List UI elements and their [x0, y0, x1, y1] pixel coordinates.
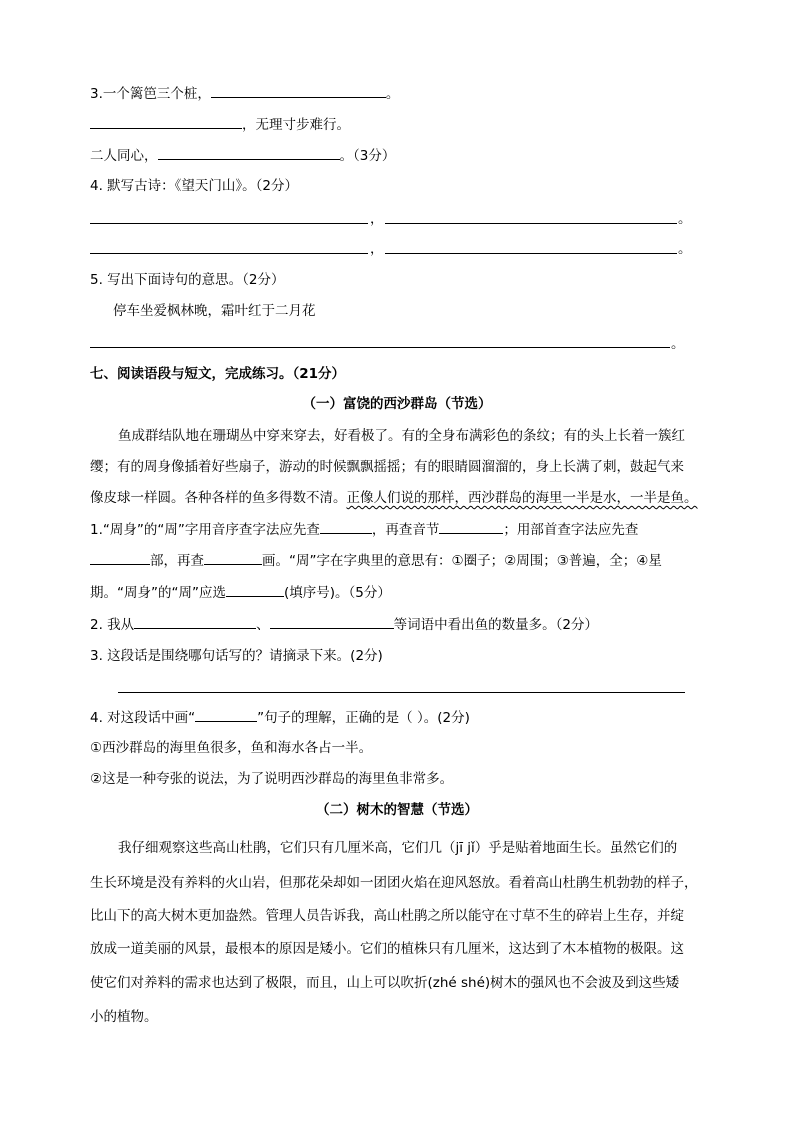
blank-p1-q1-4[interactable]	[204, 550, 262, 565]
blank-q3-1[interactable]	[211, 83, 386, 98]
p1-q1-text-b: ，再查音节	[371, 522, 440, 538]
p1-q4-text-a: 4. 对这段话中画“	[90, 710, 196, 726]
blank-q3-3[interactable]	[158, 145, 340, 160]
blank-p1-q1-5[interactable]	[226, 582, 284, 597]
blank-p1-q4[interactable]	[195, 707, 257, 722]
passage2-line6: 小的植物。	[90, 1009, 158, 1025]
poem-line-2a[interactable]	[90, 253, 368, 254]
passage1-line1: 鱼成群结队地在珊瑚丛中穿来穿去，好看极了。有的全身布满彩色的条纹；有的头上长着一簇红	[118, 428, 685, 444]
q5-poem: 停车坐爱枫林晚，霜叶红于二月花	[113, 303, 316, 319]
blank-p1-q1-1[interactable]	[320, 519, 372, 534]
p1-q2-text-a: 2. 我从	[90, 617, 135, 633]
blank-p1-q2-1[interactable]	[134, 614, 256, 629]
p1-q4	[90, 707, 470, 728]
q3-line2	[90, 114, 350, 135]
poem-line-1b[interactable]	[385, 223, 677, 224]
passage1-title: （一）富饶的西沙群岛（节选）	[302, 396, 492, 412]
poem-line-1a[interactable]	[90, 223, 368, 224]
passage2-line5: 使它们对养料的需求也达到了极限，而且，山上可以吹折(zhé shé)树木的强风也不会波及到这些矮	[90, 975, 680, 991]
p1-q1-text-c: ；用部首查字法应先查	[503, 522, 639, 538]
passage1-line2: 缨；有的周身像插着好些扇子，游动的时候飘飘摇摇；有的眼睛圆溜溜的，身上长满了刺，鼓起气来	[90, 459, 684, 475]
passage2-line4: 放成一道美丽的风景，最根本的原因是矮小。它们的植株只有几厘米，这达到了木本植物的极限。这	[90, 941, 684, 957]
q4-comma-2: ，	[370, 241, 384, 257]
blank-p1-q1-2[interactable]	[439, 519, 503, 534]
passage2-line3: 比山下的高大树木更加盎然。管理人员告诉我，高山杜鹃之所以能守在寸草不生的碎岩上生存，并绽	[90, 908, 684, 924]
q4-label: 4. 默写古诗：《望天门山》。（2分）	[90, 178, 299, 194]
p1-q1-line1	[90, 519, 638, 540]
p1-q2	[90, 614, 598, 635]
q3-line1-end: 。	[385, 86, 400, 102]
p1-q1-text-f: 期。“周身”的“周”应选	[90, 585, 226, 601]
q3-line1	[90, 83, 399, 104]
q4-period-2: 。	[678, 241, 692, 257]
p1-q1-line3	[90, 582, 391, 603]
q5-answer-line[interactable]	[90, 347, 670, 348]
passage1-line3	[90, 488, 698, 508]
q5-label: 5. 写出下面诗句的意思。（2分）	[90, 272, 285, 288]
blank-p1-q1-3[interactable]	[90, 550, 150, 565]
passage2-line1: 我仔细观察这些高山杜鹃，它们只有几厘米高，它们几（jī jǐ）乎是贴着地面生长。虽然它们的	[118, 840, 678, 856]
p1-q4-text-b: ”句子的理解，正确的是（ ）。(2分)	[257, 710, 470, 726]
q3-line3-prefix: 二人同心，	[90, 148, 158, 164]
p1-q3: 3. 这段话是围绕哪句话写的？请摘录下来。(2分)	[90, 648, 383, 664]
q3-line1-prefix: 3.一个篱笆三个桩，	[90, 86, 211, 102]
p1-q2-text-b: 、	[256, 617, 270, 633]
poem-line-2b[interactable]	[385, 253, 677, 254]
section7-heading: 七、阅读语段与短文，完成练习。（21分）	[90, 366, 346, 382]
q4-comma-1: ，	[370, 211, 384, 227]
p1-q2-text-c: 等词语中看出鱼的数量多。（2分）	[393, 617, 599, 633]
p1-option-2[interactable]: ②这是一种夸张的说法，为了说明西沙群岛的海里鱼非常多。	[90, 771, 454, 787]
p1-q1-line2	[90, 550, 662, 571]
passage1-wavy-sentence: 正像人们说的那样，西沙群岛的海里一半是水，一半是鱼。	[346, 490, 698, 506]
p1-option-1[interactable]: ①西沙群岛的海里鱼很多，鱼和海水各占一半。	[90, 740, 373, 756]
blank-q3-2[interactable]	[90, 114, 242, 129]
p1-q1-text-d: 部，再查	[150, 553, 204, 569]
p1-q1-text-g: (填序号)。（5分）	[283, 585, 391, 601]
p1-q1-text-a: 1.“周身”的“周”字用音序查字法应先查	[90, 522, 320, 538]
passage2-title: （二）树木的智慧（节选）	[316, 802, 478, 818]
p1-q3-answer-line[interactable]	[118, 692, 685, 693]
q5-period: 。	[671, 336, 685, 352]
q4-period-1: 。	[678, 211, 692, 227]
passage2-line2: 生长环境是没有养料的火山岩，但那花朵却如一团团火焰在迎风怒放。看着高山杜鹃生机勃勃的样子，	[90, 875, 698, 891]
p1-q1-text-e: 画。“周”字在字典里的意思有：①圈子；②周围；③普遍，全；④星	[262, 553, 662, 569]
passage1-line3-plain: 像皮球一样圆。各种各样的鱼多得数不清。	[90, 490, 347, 506]
blank-p1-q2-2[interactable]	[270, 614, 394, 629]
q3-line3	[90, 145, 395, 166]
q3-line3-end: 。（3分）	[339, 148, 396, 164]
q3-line2-suffix: ，无理寸步难行。	[242, 117, 350, 133]
